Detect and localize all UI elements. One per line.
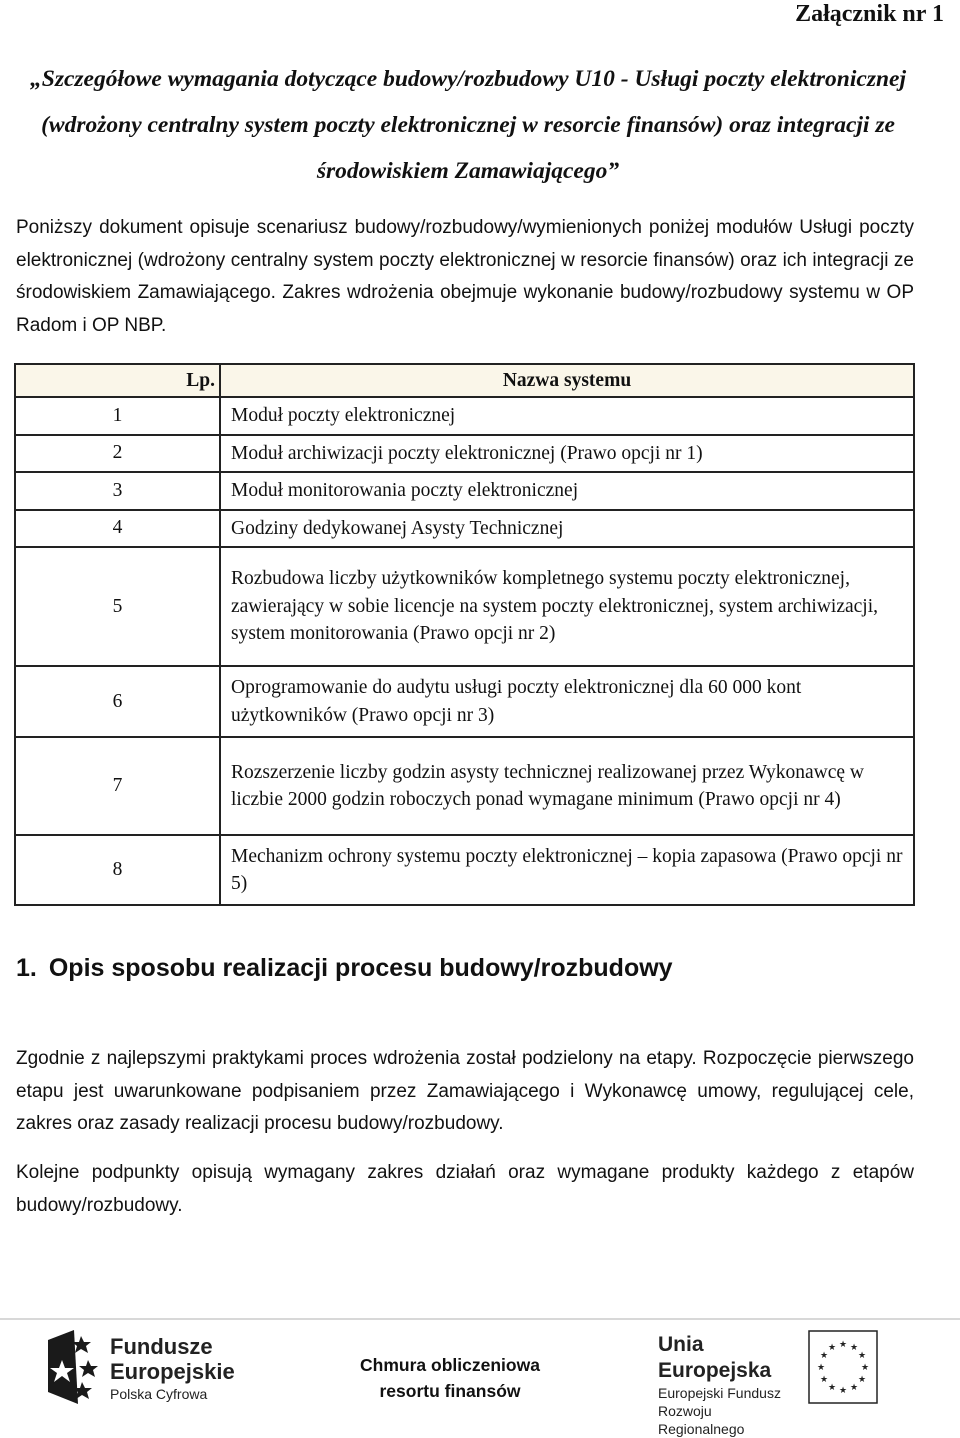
unia-europejska-text xyxy=(658,1332,798,1438)
header-lp: Lp. xyxy=(15,364,220,397)
section-number: 1. xyxy=(16,954,37,982)
table-header-row xyxy=(15,364,914,397)
row-system-name: Rozbudowa liczby użytkowników kompletnego systemu poczty elektronicznej, zawierający w sobie licencje na system poczty elektronicznej, system archiwizacji, system monitorowania (Prawo opcji nr 2) xyxy=(220,547,914,666)
table-row xyxy=(15,547,914,666)
svg-text:★: ★ xyxy=(838,1386,848,1396)
row-number: 2 xyxy=(15,435,220,473)
attachment-label: Załącznik nr 1 xyxy=(795,1,944,27)
svg-text:★: ★ xyxy=(816,1363,826,1373)
left-logo-line3: Polska Cyfrowa xyxy=(110,1386,208,1402)
svg-text:★: ★ xyxy=(860,1363,870,1373)
fundusze-europejskie-star-logo-icon xyxy=(48,1330,104,1404)
section-heading xyxy=(16,954,673,983)
table-row xyxy=(15,435,914,473)
row-system-name: Mechanizm ochrony systemu poczty elektronicznej – kopia zapasowa (Prawo opcji nr 5) xyxy=(220,835,914,905)
fundusze-europejskie-logo xyxy=(48,1330,248,1405)
svg-text:★: ★ xyxy=(827,1383,837,1393)
table-row xyxy=(15,472,914,510)
footer-center-line1: Chmura obliczeniowa xyxy=(360,1355,540,1375)
svg-text:★: ★ xyxy=(819,1375,829,1385)
row-system-name: Rozszerzenie liczby godzin asysty technicznej realizowanej przez Wykonawcę w liczbie 2000 godzin roboczych ponad wymagane minimum (Prawo opcji nr 4) xyxy=(220,737,914,835)
section-paragraph: Zgodnie z najlepszymi praktykami proces wdrożenia został podzielony na etapy. Rozpoczęcie pierwszego etapu jest uwarunkowane podpisaniem przez Zamawiającego i Wykonawcę umowy, regulującej cele, zakres oraz zasady realizacji procesu budowy/rozbudowy. xyxy=(16,1048,914,1134)
row-system-name: Moduł monitorowania poczty elektronicznej xyxy=(220,472,914,510)
row-system-name: Moduł poczty elektronicznej xyxy=(220,397,914,435)
row-number: 4 xyxy=(15,510,220,548)
section-paragraph: Kolejne podpunkty opisują wymagany zakres działań oraz wymagane produkty każdego z etapów budowy/rozbudowy. xyxy=(16,1162,914,1216)
svg-text:★: ★ xyxy=(857,1351,867,1361)
row-system-name: Oprogramowanie do audytu usługi poczty elektronicznej dla 60 000 kont użytkowników (Prawo opcji nr 3) xyxy=(220,666,914,737)
row-number: 8 xyxy=(15,835,220,905)
svg-text:★: ★ xyxy=(849,1383,859,1393)
document-title: „Szczegółowe wymagania dotyczące budowy/rozbudowy U10 - Usługi poczty elektronicznej (wdrożony centralny system poczty elektronicznej w resorcie finansów) oraz integracji ze środowiskiem Zamawiającego” xyxy=(30,66,906,184)
intro-paragraph: Poniższy dokument opisuje scenariusz budowy/rozbudowy/wymienionych poniżej modułów Usługi poczty elektronicznej (wdrożony centralny system poczty elektronicznej w resorcie finansów) oraz ich integracji ze środowiskiem Zamawiającego. Zakres wdrożenia obejmuje wykonanie budowy/rozbudowy systemu w OP Radom i OP NBP. xyxy=(16,217,914,336)
eu-flag-icon xyxy=(808,1330,878,1404)
table-row xyxy=(15,835,914,905)
right-logo-line1: Unia Europejska xyxy=(658,1333,772,1382)
svg-text:★: ★ xyxy=(819,1351,829,1361)
systems-table xyxy=(14,363,915,906)
row-system-name: Moduł archiwizacji poczty elektronicznej (Prawo opcji nr 1) xyxy=(220,435,914,473)
table-row xyxy=(15,666,914,737)
svg-text:★: ★ xyxy=(857,1375,867,1385)
row-number: 7 xyxy=(15,737,220,835)
table-row xyxy=(15,397,914,435)
section-title: Opis sposobu realizacji procesu budowy/rozbudowy xyxy=(48,954,673,982)
svg-text:★: ★ xyxy=(827,1343,837,1353)
table-row xyxy=(15,737,914,835)
footer-project-name xyxy=(320,1352,580,1404)
row-number: 6 xyxy=(15,666,220,737)
table-row xyxy=(15,510,914,548)
svg-text:★: ★ xyxy=(849,1343,859,1353)
left-logo-line2: Europejskie xyxy=(110,1359,235,1384)
footer-divider xyxy=(0,1318,960,1320)
row-number: 5 xyxy=(15,547,220,666)
row-system-name: Godziny dedykowanej Asysty Technicznej xyxy=(220,510,914,548)
row-number: 1 xyxy=(15,397,220,435)
left-logo-line1: Fundusze xyxy=(110,1334,213,1359)
row-number: 3 xyxy=(15,472,220,510)
svg-text:★: ★ xyxy=(838,1340,848,1350)
right-logo-line2: Europejski Fundusz xyxy=(658,1385,781,1401)
header-system-name: Nazwa systemu xyxy=(220,364,914,397)
fundusze-europejskie-text xyxy=(110,1334,235,1404)
right-logo-line3: Rozwoju Regionalnego xyxy=(658,1403,745,1437)
footer-center-line2: resortu finansów xyxy=(379,1381,521,1401)
